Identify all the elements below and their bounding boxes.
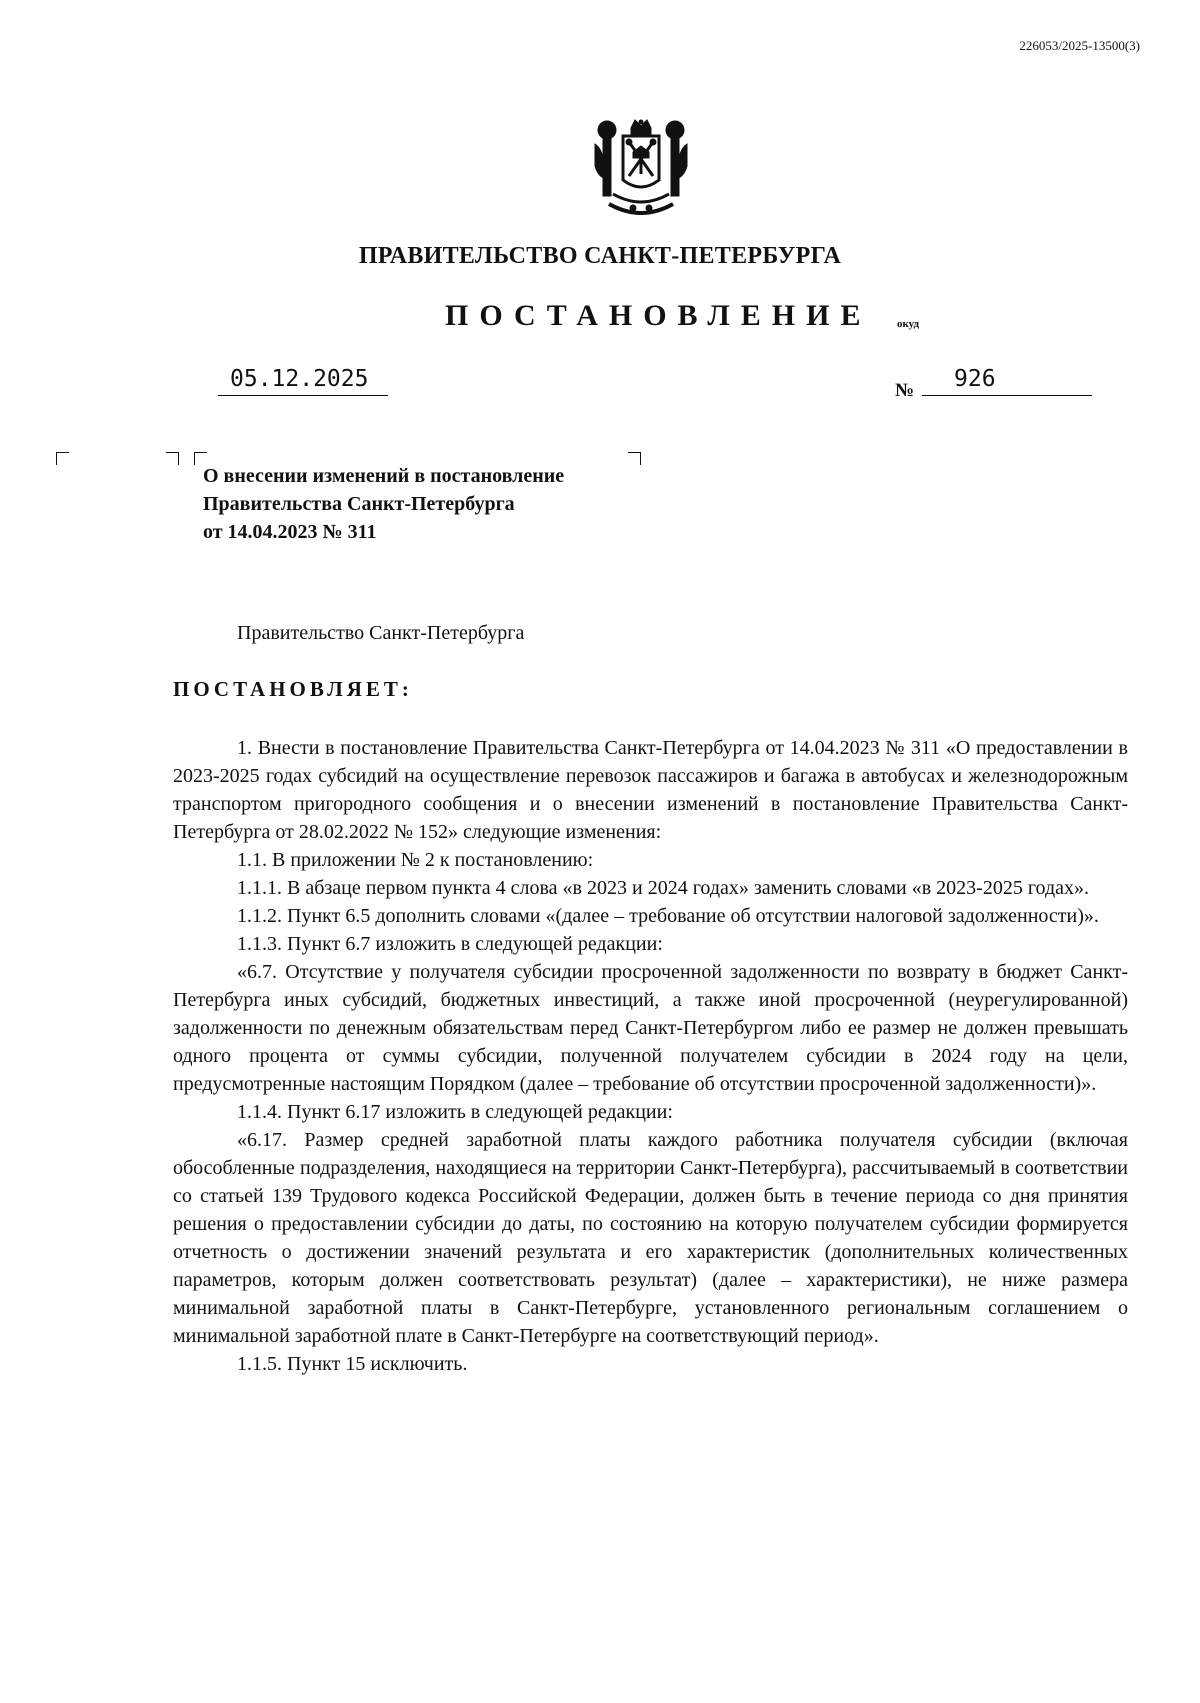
paragraph: 1.1.5. Пункт 15 исключить. [237, 1353, 468, 1375]
subject-line: от 14.04.2023 № 311 [203, 521, 377, 543]
paragraph: 1.1.3. Пункт 6.7 изложить в следующей редакции: [237, 933, 663, 955]
subject-line: О внесении изменений в постановление [203, 465, 565, 487]
paragraph: 1. Внести в постановление Правительства Санкт-Петербурга от 14.04.2023 № 311 «О предоставлении в 2023-2025 годах субсидий на осуществление перевозок пассажиров и багажа в автобусах и железнодорожным транспортом пригородного сообщения и о внесении изменений в постановление Правительства Санкт-Петербурга от 28.02.2022 № 152» следующие изменения: [173, 737, 1128, 843]
document-id: 226053/2025-13500(3) [1019, 38, 1140, 53]
paragraph: 1.1.2. Пункт 6.5 дополнить словами «(далее – требование об отсутствии налоговой задолженности)». [237, 905, 1099, 927]
document-number: 926 [922, 366, 1092, 396]
subject-line: Правительства Санкт-Петербурга [203, 493, 515, 515]
decree-word: ПОСТАНОВЛЯЕТ: [173, 677, 413, 701]
number-label: № [895, 380, 915, 401]
document-body [173, 734, 1128, 1378]
paragraph: 1.1.1. В абзаце первом пункта 4 слова «в 2023 и 2024 годах» заменить словами «в 2023-2025 годах». [237, 877, 1090, 899]
paragraph: «6.17. Размер средней заработной платы каждого работника получателя субсидии (включая обособленные подразделения, находящиеся на территории Санкт-Петербурга), рассчитываемый в соответствии со статьей 139 Трудового кодекса Российской Федерации, должен быть в течение периода со дня принятия решения о предоставлении субсидии до даты, по состоянию на которую получателем субсидии формируется отчетность о достижении значений результата и его характеристик (дополнительных количественных параметров, которым должен соответствовать результат) (далее – характеристики), не ниже размера минимальной заработной платы в Санкт-Петербурге, установленного региональным соглашением о минимальной заработной плате в Санкт-Петербурге на соответствующий период». [173, 1129, 1128, 1347]
document-type: ПОСТАНОВЛЕНИЕ [445, 299, 872, 332]
corner-mark [56, 452, 69, 465]
okud-label: окуд [897, 318, 920, 330]
government-name: ПРАВИТЕЛЬСТВО САНКТ-ПЕТЕРБУРГА [358, 243, 842, 269]
document-date: 05.12.2025 [218, 366, 388, 396]
corner-mark [166, 452, 179, 465]
paragraph: 1.1. В приложении № 2 к постановлению: [237, 849, 594, 871]
coat-of-arms-icon [593, 118, 689, 226]
document-subject [203, 462, 564, 546]
paragraph: 1.1.4. Пункт 6.17 изложить в следующей редакции: [237, 1101, 673, 1123]
corner-mark [628, 452, 641, 465]
paragraph: «6.7. Отсутствие у получателя субсидии просроченной задолженности по возврату в бюджет Санкт-Петербурга иных субсидий, бюджетных инвестиций, а также иной просроченной (неурегулированной) задолженности по денежным обязательствам перед Санкт-Петербургом либо ее размер не должен превышать одного процента от суммы субсидии, полученной получателем субсидии в 2024 году на цели, предусмотренные настоящим Порядком (далее – требование об отсутствии просроченной задолженности)». [173, 961, 1128, 1095]
intro-text: Правительство Санкт-Петербурга [237, 622, 525, 644]
